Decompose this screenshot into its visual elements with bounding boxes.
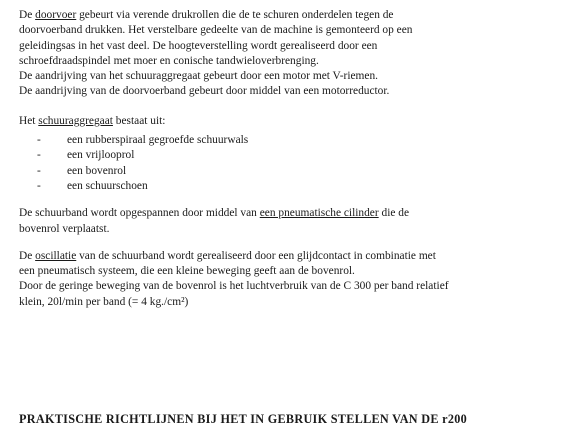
text-span: bestaat uit: [112, 114, 166, 127]
text-span: gebeurt via verende drukrollen die de te schuren onderdelen tegen de [76, 9, 394, 21]
component-list [19, 133, 558, 194]
paragraph-doorvoer [19, 8, 558, 100]
text-line: een pneumatisch systeem, die een kleine beweging geeft aan de bovenrol. [19, 265, 355, 278]
text-span: die de [378, 207, 410, 220]
text-line: bovenrol verplaatst. [19, 222, 110, 235]
list-item-text: een schuurschoen [67, 179, 148, 192]
bullet-dash: - [37, 134, 41, 147]
text-line: De aandrijving van het schuuraggregaat gebeurt door een motor met V-riemen. [19, 70, 378, 83]
underlined-term-doorvoer: doorvoer [35, 9, 77, 21]
text-line [19, 206, 558, 221]
list-item [19, 148, 558, 163]
list-item [19, 164, 558, 179]
bullet-dash: - [37, 149, 41, 162]
section-title: PRAKTISCHE RICHTLIJNEN BIJ HET IN GEBRUIK STELLEN VAN DE r200 [19, 412, 468, 426]
bullet-dash: - [37, 179, 41, 192]
text-line: doorvoerband drukken. Het verstelbare gedeelte van de machine is gemonteerd op een [19, 24, 413, 37]
text-line: De aandrijving van de doorvoerband gebeurt door middel van een motorreductor. [19, 85, 390, 98]
list-item-text: een bovenrol [67, 164, 127, 177]
list-item [19, 179, 558, 194]
underlined-term-schuuraggregaat: schuuraggregaat [38, 114, 113, 127]
text-line [19, 8, 558, 23]
text-line [19, 249, 558, 264]
list-item-text: een rubberspiraal gegroefde schuurwals [67, 134, 249, 147]
text-span: De [19, 249, 36, 262]
list-item [19, 133, 558, 148]
text-line: klein, 20l/min per band (= 4 kg./cm²) [19, 295, 189, 308]
underlined-term-cilinder: een pneumatische cilinder [259, 207, 379, 220]
underlined-term-oscillatie: oscillatie [35, 249, 77, 262]
text-span: Het [19, 114, 39, 127]
paragraph-oscillatie [19, 249, 558, 310]
schuuraggregaat-intro [19, 114, 558, 129]
paragraph-schuurband [19, 206, 558, 237]
text-span: De schuurband wordt opgespannen door middel van [19, 207, 260, 220]
bullet-dash: - [37, 164, 41, 177]
text-line: schroefdraadspindel met moer en conische tandwieloverbrenging. [19, 54, 319, 67]
text-span: De [19, 9, 36, 21]
list-item-text: een vrijlooprol [67, 149, 135, 162]
text-line: Door de geringe beweging van de bovenrol is het luchtverbruik van de C 300 per band relatief [19, 280, 449, 293]
text-span: van de schuurband wordt gerealiseerd door een glijdcontact in combinatie met [76, 249, 436, 262]
text-line: geleidingsas in het vast deel. De hoogteverstelling wordt gerealiseerd door een [19, 39, 378, 52]
